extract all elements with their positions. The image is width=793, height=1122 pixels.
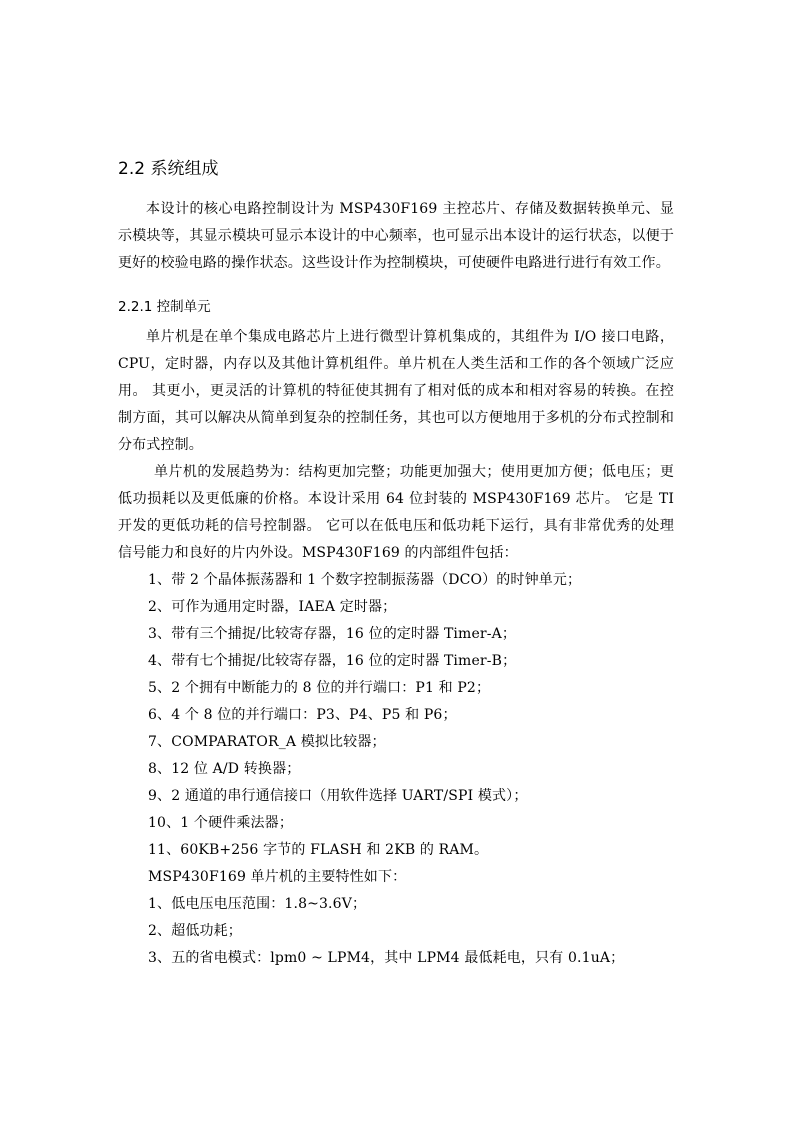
list-item: 3、五的省电模式：lpm0 ~ LPM4，其中 LPM4 最低耗电，只有 0.1uA； bbox=[148, 950, 625, 966]
list-item: 9、2 通道的串行通信接口（用软件选择 UART/SPI 模式）； bbox=[148, 788, 528, 804]
list-item: 6、4 个 8 位的并行端口：P3、P4、P5 和 P6； bbox=[148, 707, 457, 723]
list-item: 1、带 2 个晶体振荡器和 1 个数字控制振荡器（DCO）的时钟单元； bbox=[148, 572, 582, 588]
list-item: 8、12 位 A/D 转换器； bbox=[148, 761, 301, 777]
section-intro-paragraph: 本设计的核心电路控制设计为 MSP430F169 主控芯片、存储及数据转换单元、显示模块等，其显示模块可显示本设计的中心频率，也可显示出本设计的运行状态，以便于更好的校验电路的操作状态。这些设计作为控制模块，可使硬件电路进行进行有效工作。 bbox=[118, 201, 674, 271]
list-item: 1、低电压电压范围：1.8~3.6V； bbox=[148, 896, 367, 912]
features-intro-line: MSP430F169 单片机的主要特性如下： bbox=[148, 869, 407, 885]
list-item: 2、超低功耗； bbox=[148, 923, 242, 939]
list-item: 11、60KB+256 字节的 FLASH 和 2KB 的 RAM。 bbox=[148, 842, 489, 858]
list-item: 7、COMPARATOR_A 模拟比较器； bbox=[148, 734, 386, 750]
mcu-overview-paragraph: 单片机是在单个集成电路芯片上进行微型计算机集成的，其组件为 I/O 接口电路， CPU，定时器，内存以及其他计算机组件。单片机在人类生活和工作的各个领域广泛应用。 其更小，更灵活的计算机的特征使其拥有了相对低的成本和相对容易的转换。在控制方面，其可以解决从简单到复杂的控制任务，其也可以方便地用于多机的分布式控制和分布式控制。 bbox=[118, 329, 674, 453]
mcu-trend-paragraph: 单片机的发展趋势为：结构更加完整；功能更加强大；使用更加方便；低电压；更低功损耗以及更低廉的价格。本设计采用 64 位封装的 MSP430F169 芯片。 它是 TI 开发的更低功耗的信号控制器。 它可以在低电压和低功耗下运行，具有非常优秀的处理信号能力和良好的片内外设。MSP430F169 的内部组件包括： bbox=[118, 464, 674, 561]
component-list bbox=[118, 567, 674, 972]
list-item: 3、带有三个捕捉/比较寄存器，16 位的定时器 Timer-A； bbox=[148, 626, 517, 642]
list-item: 10、1 个硬件乘法器； bbox=[148, 815, 293, 831]
list-item: 5、2 个拥有中断能力的 8 位的并行端口：P1 和 P2； bbox=[148, 680, 491, 696]
page-content bbox=[118, 156, 674, 972]
section-heading: 2.2 系统组成 bbox=[118, 159, 219, 179]
list-item: 4、带有七个捕捉/比较寄存器，16 位的定时器 Timer-B； bbox=[148, 653, 517, 669]
subsection-heading: 2.2.1 控制单元 bbox=[118, 299, 211, 315]
list-item: 2、可作为通用定时器，IAEA 定时器； bbox=[148, 599, 397, 615]
